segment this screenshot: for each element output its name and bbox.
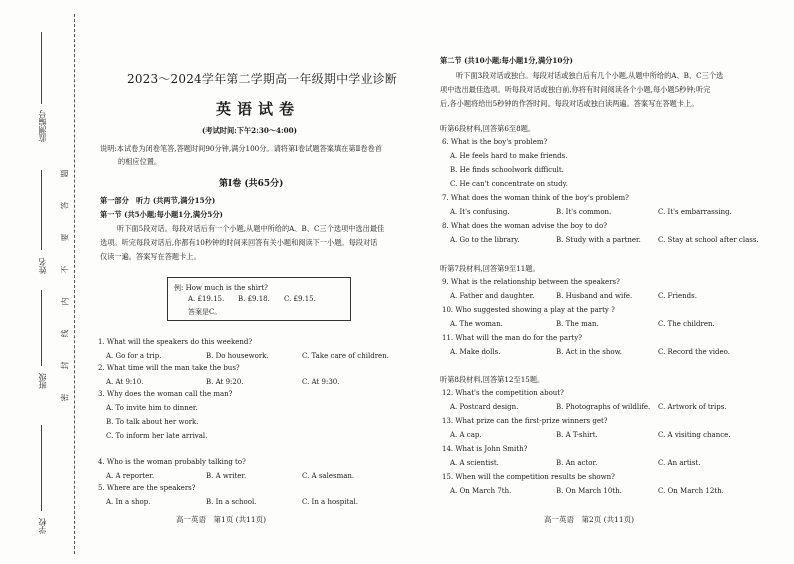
group-intro: 听第8段材料,回答第12至15题。 (440, 375, 545, 384)
section-heading: 第一节 (共5小题;每小题1分,满分5分) (100, 210, 223, 219)
option-c: C. A salesman. (302, 472, 355, 480)
section-desc-line: 听下面5段对话。每段对话后有一个小题,从题中所给的A、B、C三个选项中选出最佳 (117, 224, 385, 233)
option-b: B. Do housework. (206, 352, 269, 360)
option-b: B. At 9:20. (206, 378, 244, 386)
option-b: B. On March 10th. (556, 487, 622, 495)
question-stem: 13. What prize can the first-prize winners get? (442, 417, 608, 425)
option-a: A. The woman. (450, 320, 503, 328)
question-stem: 15. When will the competition results be shown? (442, 473, 615, 481)
option-c: C. Friends. (658, 292, 697, 300)
part-heading: 第一部分 听力 (共两节,满分15分) (100, 196, 216, 205)
exam-id-field[interactable] (41, 32, 42, 104)
section-desc-line: 仅读一遍。答案写在答题卡上。 (100, 252, 201, 261)
exam-id-label: 监测编号 (38, 110, 47, 142)
class-field[interactable] (41, 290, 42, 366)
seal-char: 要 (60, 233, 70, 242)
page-footer-left: 高一英语 第1页 (共11页) (176, 515, 267, 524)
option-c: C. The children. (658, 320, 715, 328)
question-stem: 10. Who suggested showing a play at the party ? (442, 306, 615, 314)
question-stem: 3. Why does the woman call the man? (98, 390, 233, 398)
option-c: C. At 9:30. (302, 378, 340, 386)
volume-title: 第Ⅰ卷 (共65分) (219, 179, 284, 189)
seal-char: 不 (60, 265, 70, 274)
option-a: A. Father and daughter. (450, 292, 535, 300)
option-b: B. A writer. (206, 472, 247, 480)
exam-subtitle: 英语试卷 (216, 100, 301, 118)
question-stem: 4. Who is the woman probably talking to? (98, 458, 246, 466)
option-a: A. In a shop. (106, 498, 151, 506)
section2-desc-line: 听下面3段对话或独白。每段对话或独白后有几个小题,从题中所给的A、B、C三个选 (456, 71, 724, 80)
option-a: A. On March 7th. (450, 487, 512, 495)
option-c: C. Take care of children. (302, 352, 389, 360)
option-a: A. A cap. (450, 431, 482, 439)
option-a: A. Postcard design. (450, 403, 519, 411)
example-answer: 答案是C。 (188, 308, 222, 316)
school-label: 学校 (38, 518, 47, 534)
option-c: C. To inform her late arrival. (106, 432, 208, 440)
seal-char: 密 (60, 393, 70, 402)
option-b: B. The man. (556, 320, 599, 328)
option-a: A. He feels hard to make friends. (450, 152, 568, 160)
seal-line (74, 14, 75, 554)
seal-char: 线 (60, 329, 70, 338)
option-a: A. Go to the library. (450, 236, 520, 244)
example-question: 例: How much is the shirt? (174, 284, 268, 292)
seal-char: 封 (60, 361, 70, 370)
option-c: C. A visiting chance. (658, 431, 731, 439)
option-c: C. In a hospital. (302, 498, 358, 506)
example-option-a: A. £19.15. (188, 295, 225, 303)
option-b: B. Husband and wife. (556, 292, 633, 300)
option-b: B. Study with a partner. (556, 236, 641, 244)
instruction-line-2: 的相应位置。 (118, 157, 162, 166)
school-field[interactable] (41, 425, 42, 511)
name-label: 姓名 (38, 258, 47, 274)
section2-desc-line: 项中选出最佳选项。听每段对话或独白前,你将有时间阅读各个小题,每小题5秒钟;听完 (440, 85, 711, 94)
group-intro: 听第7段材料,回答第9至11题。 (440, 264, 540, 273)
option-a: A. To invite him to dinner. (106, 404, 198, 412)
option-a: A. Make dolls. (450, 348, 501, 356)
option-c: C. Artwork of trips. (658, 403, 727, 411)
group-intro: 听第6段材料,回答第6至8题。 (440, 124, 536, 133)
option-b: B. It's common. (556, 208, 612, 216)
instruction-line-1: 说明:本试卷为闭卷笔答,答题时间90分钟,满分100分。请将第Ⅰ卷试题答案填在第Ⅱ卷卷首 (100, 144, 382, 153)
option-b: B. Act in the show. (556, 348, 622, 356)
question-stem: 14. What is John Smith? (442, 445, 528, 453)
seal-char: 题 (60, 169, 70, 178)
page-footer-right: 高一英语 第2页 (共11页) (544, 515, 635, 524)
option-a: A. A reporter. (106, 472, 155, 480)
example-option-b: B. £9.18. (238, 295, 270, 303)
option-c: C. An artist. (658, 459, 701, 467)
option-b: B. To talk about her work. (106, 418, 199, 426)
question-stem: 12. What's the competition about? (442, 389, 564, 397)
exam-title: 2023～2024学年第二学期高一年级期中学业诊断 (127, 72, 398, 86)
option-b: B. A T-shirt. (556, 431, 598, 439)
option-b: B. He finds schoolwork difficult. (450, 166, 564, 174)
question-stem: 9. What is the relationship between the speakers? (442, 278, 620, 286)
option-a: A. A scientist. (450, 459, 499, 467)
seal-char: 内 (60, 297, 70, 306)
option-b: B. An actor. (556, 459, 598, 467)
example-option-c: C. £9.15. (284, 295, 316, 303)
question-stem: 1. What will the speakers do this weekend? (98, 338, 253, 346)
question-stem: 8. What does the woman advise the boy to do? (442, 222, 607, 230)
seal-char: 答 (60, 201, 70, 210)
question-stem: 2. What time will the man take the bus? (98, 364, 240, 372)
option-b: B. Photographs of wildlife. (556, 403, 651, 411)
option-b: B. In a school. (206, 498, 257, 506)
option-c: C. It's embarrassing. (658, 208, 732, 216)
option-a: A. Go for a trip. (106, 352, 162, 360)
section2-heading: 第二节 (共10小题;每小题1分,满分10分) (440, 56, 573, 65)
option-c: C. Record the video. (658, 348, 730, 356)
section2-desc-line: 后,各小题将给出5秒钟的作答时间。每段对话或独白读两遍。答案写在答题卡上。 (440, 99, 699, 108)
option-c: C. Stay at school after class. (658, 236, 759, 244)
example-box (167, 277, 351, 321)
question-stem: 7. What does the woman think of the boy's problem? (442, 194, 629, 202)
question-stem: 11. What will the man do for the party? (442, 334, 582, 342)
name-field[interactable] (41, 170, 42, 250)
exam-time: (考试时间:下午2:30～4:00) (202, 126, 298, 135)
question-stem: 6. What is the boy's problem? (442, 138, 548, 146)
option-c: C. He can't concentrate on study. (450, 180, 568, 188)
option-a: A. It's confusing. (450, 208, 510, 216)
option-a: A. At 9:10. (106, 378, 144, 386)
section-desc-line: 选项。听完每段对话后,你都有10秒钟的时间来回答有关小题和阅读下一小题。每段对话 (100, 238, 378, 247)
question-stem: 5. Where are the speakers? (98, 484, 196, 492)
class-label: 班级 (38, 373, 47, 389)
option-c: C. On March 12th. (658, 487, 724, 495)
